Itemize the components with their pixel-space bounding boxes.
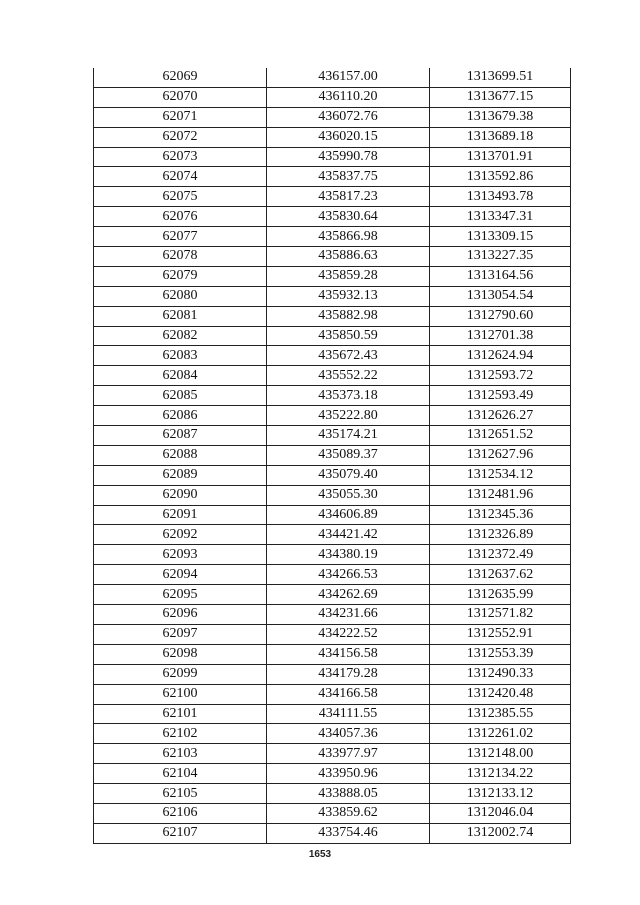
x-coordinate-cell: 435055.30: [267, 485, 430, 505]
point-id-cell: 62092: [94, 525, 267, 545]
point-id-cell: 62082: [94, 326, 267, 346]
y-coordinate-cell: 1312651.52: [430, 426, 571, 446]
x-coordinate-cell: 435222.80: [267, 406, 430, 426]
table-row: [94, 266, 571, 286]
y-coordinate-cell: 1312261.02: [430, 724, 571, 744]
y-coordinate-cell: 1312571.82: [430, 605, 571, 625]
table-row: [94, 207, 571, 227]
y-coordinate-cell: 1312593.49: [430, 386, 571, 406]
table-row: [94, 565, 571, 585]
table-row: [94, 744, 571, 764]
x-coordinate-cell: 434262.69: [267, 585, 430, 605]
point-id-cell: 62079: [94, 266, 267, 286]
y-coordinate-cell: 1313227.35: [430, 247, 571, 267]
y-coordinate-cell: 1312553.39: [430, 644, 571, 664]
y-coordinate-cell: 1312148.00: [430, 744, 571, 764]
x-coordinate-cell: 435089.37: [267, 445, 430, 465]
point-id-cell: 62074: [94, 167, 267, 187]
x-coordinate-cell: 435552.22: [267, 366, 430, 386]
point-id-cell: 62093: [94, 545, 267, 565]
table-row: [94, 664, 571, 684]
x-coordinate-cell: 435882.98: [267, 306, 430, 326]
x-coordinate-cell: 433977.97: [267, 744, 430, 764]
table-row: [94, 147, 571, 167]
table-row: [94, 585, 571, 605]
table-row: [94, 426, 571, 446]
page-number: 1653: [308, 849, 332, 860]
y-coordinate-cell: 1313592.86: [430, 167, 571, 187]
y-coordinate-cell: 1312593.72: [430, 366, 571, 386]
y-coordinate-cell: 1312701.38: [430, 326, 571, 346]
table-row: [94, 684, 571, 704]
x-coordinate-cell: 435817.23: [267, 187, 430, 207]
table-row: [94, 107, 571, 127]
table-row: [94, 784, 571, 804]
table-row: [94, 605, 571, 625]
y-coordinate-cell: 1312481.96: [430, 485, 571, 505]
point-id-cell: 62103: [94, 744, 267, 764]
point-id-cell: 62081: [94, 306, 267, 326]
x-coordinate-cell: 435373.18: [267, 386, 430, 406]
point-id-cell: 62078: [94, 247, 267, 267]
y-coordinate-cell: 1313493.78: [430, 187, 571, 207]
table-row: [94, 704, 571, 724]
table-row: [94, 624, 571, 644]
point-id-cell: 62089: [94, 465, 267, 485]
point-id-cell: 62088: [94, 445, 267, 465]
y-coordinate-cell: 1313677.15: [430, 87, 571, 107]
x-coordinate-cell: 436072.76: [267, 107, 430, 127]
table-row: [94, 127, 571, 147]
point-id-cell: 62070: [94, 87, 267, 107]
x-coordinate-cell: 434421.42: [267, 525, 430, 545]
point-id-cell: 62090: [94, 485, 267, 505]
table-row: [94, 306, 571, 326]
table-row: [94, 167, 571, 187]
x-coordinate-cell: 435850.59: [267, 326, 430, 346]
table-row: [94, 823, 571, 843]
table-row: [94, 87, 571, 107]
x-coordinate-cell: 433754.46: [267, 823, 430, 843]
y-coordinate-cell: 1312002.74: [430, 823, 571, 843]
x-coordinate-cell: 435837.75: [267, 167, 430, 187]
coordinates-table: [93, 68, 571, 844]
table-row: [94, 644, 571, 664]
point-id-cell: 62091: [94, 505, 267, 525]
y-coordinate-cell: 1312420.48: [430, 684, 571, 704]
y-coordinate-cell: 1313164.56: [430, 266, 571, 286]
y-coordinate-cell: 1312046.04: [430, 803, 571, 823]
point-id-cell: 62077: [94, 227, 267, 247]
y-coordinate-cell: 1312133.12: [430, 784, 571, 804]
y-coordinate-cell: 1312624.94: [430, 346, 571, 366]
point-id-cell: 62094: [94, 565, 267, 585]
y-coordinate-cell: 1313701.91: [430, 147, 571, 167]
y-coordinate-cell: 1312637.62: [430, 565, 571, 585]
x-coordinate-cell: 436020.15: [267, 127, 430, 147]
y-coordinate-cell: 1312627.96: [430, 445, 571, 465]
table-body: [94, 68, 571, 843]
x-coordinate-cell: 434156.58: [267, 644, 430, 664]
point-id-cell: 62104: [94, 764, 267, 784]
y-coordinate-cell: 1312385.55: [430, 704, 571, 724]
y-coordinate-cell: 1312490.33: [430, 664, 571, 684]
table-row: [94, 326, 571, 346]
x-coordinate-cell: 434222.52: [267, 624, 430, 644]
point-id-cell: 62084: [94, 366, 267, 386]
point-id-cell: 62075: [94, 187, 267, 207]
x-coordinate-cell: 434380.19: [267, 545, 430, 565]
point-id-cell: 62086: [94, 406, 267, 426]
point-id-cell: 62107: [94, 823, 267, 843]
table-row: [94, 724, 571, 744]
y-coordinate-cell: 1313689.18: [430, 127, 571, 147]
table-row: [94, 764, 571, 784]
point-id-cell: 62095: [94, 585, 267, 605]
x-coordinate-cell: 433950.96: [267, 764, 430, 784]
y-coordinate-cell: 1312635.99: [430, 585, 571, 605]
x-coordinate-cell: 435859.28: [267, 266, 430, 286]
table-row: [94, 187, 571, 207]
x-coordinate-cell: 434166.58: [267, 684, 430, 704]
y-coordinate-cell: 1313347.31: [430, 207, 571, 227]
y-coordinate-cell: 1313679.38: [430, 107, 571, 127]
table-row: [94, 525, 571, 545]
y-coordinate-cell: 1312626.27: [430, 406, 571, 426]
x-coordinate-cell: 434231.66: [267, 605, 430, 625]
y-coordinate-cell: 1313054.54: [430, 286, 571, 306]
y-coordinate-cell: 1312345.36: [430, 505, 571, 525]
point-id-cell: 62102: [94, 724, 267, 744]
point-id-cell: 62097: [94, 624, 267, 644]
point-id-cell: 62085: [94, 386, 267, 406]
y-coordinate-cell: 1313309.15: [430, 227, 571, 247]
point-id-cell: 62101: [94, 704, 267, 724]
table-row: [94, 803, 571, 823]
y-coordinate-cell: 1312790.60: [430, 306, 571, 326]
table-row: [94, 545, 571, 565]
y-coordinate-cell: 1312326.89: [430, 525, 571, 545]
table-row: [94, 465, 571, 485]
point-id-cell: 62073: [94, 147, 267, 167]
table-row: [94, 346, 571, 366]
point-id-cell: 62083: [94, 346, 267, 366]
point-id-cell: 62096: [94, 605, 267, 625]
y-coordinate-cell: 1313699.51: [430, 68, 571, 87]
x-coordinate-cell: 435990.78: [267, 147, 430, 167]
point-id-cell: 62071: [94, 107, 267, 127]
x-coordinate-cell: 434266.53: [267, 565, 430, 585]
table-row: [94, 247, 571, 267]
x-coordinate-cell: 433859.62: [267, 803, 430, 823]
x-coordinate-cell: 435830.64: [267, 207, 430, 227]
x-coordinate-cell: 434057.36: [267, 724, 430, 744]
y-coordinate-cell: 1312372.49: [430, 545, 571, 565]
table-row: [94, 445, 571, 465]
point-id-cell: 62069: [94, 68, 267, 87]
y-coordinate-cell: 1312134.22: [430, 764, 571, 784]
x-coordinate-cell: 436110.20: [267, 87, 430, 107]
table-row: [94, 366, 571, 386]
table-row: [94, 386, 571, 406]
point-id-cell: 62080: [94, 286, 267, 306]
y-coordinate-cell: 1312552.91: [430, 624, 571, 644]
point-id-cell: 62100: [94, 684, 267, 704]
x-coordinate-cell: 435932.13: [267, 286, 430, 306]
table-row: [94, 485, 571, 505]
table-row: [94, 505, 571, 525]
x-coordinate-cell: 435174.21: [267, 426, 430, 446]
x-coordinate-cell: 435866.98: [267, 227, 430, 247]
y-coordinate-cell: 1312534.12: [430, 465, 571, 485]
point-id-cell: 62106: [94, 803, 267, 823]
point-id-cell: 62076: [94, 207, 267, 227]
point-id-cell: 62087: [94, 426, 267, 446]
x-coordinate-cell: 434111.55: [267, 704, 430, 724]
x-coordinate-cell: 435079.40: [267, 465, 430, 485]
table-row: [94, 227, 571, 247]
x-coordinate-cell: 436157.00: [267, 68, 430, 87]
table-row: [94, 406, 571, 426]
x-coordinate-cell: 434606.89: [267, 505, 430, 525]
table-row: [94, 68, 571, 87]
point-id-cell: 62099: [94, 664, 267, 684]
x-coordinate-cell: 433888.05: [267, 784, 430, 804]
point-id-cell: 62105: [94, 784, 267, 804]
point-id-cell: 62072: [94, 127, 267, 147]
point-id-cell: 62098: [94, 644, 267, 664]
table-row: [94, 286, 571, 306]
x-coordinate-cell: 435886.63: [267, 247, 430, 267]
x-coordinate-cell: 434179.28: [267, 664, 430, 684]
x-coordinate-cell: 435672.43: [267, 346, 430, 366]
